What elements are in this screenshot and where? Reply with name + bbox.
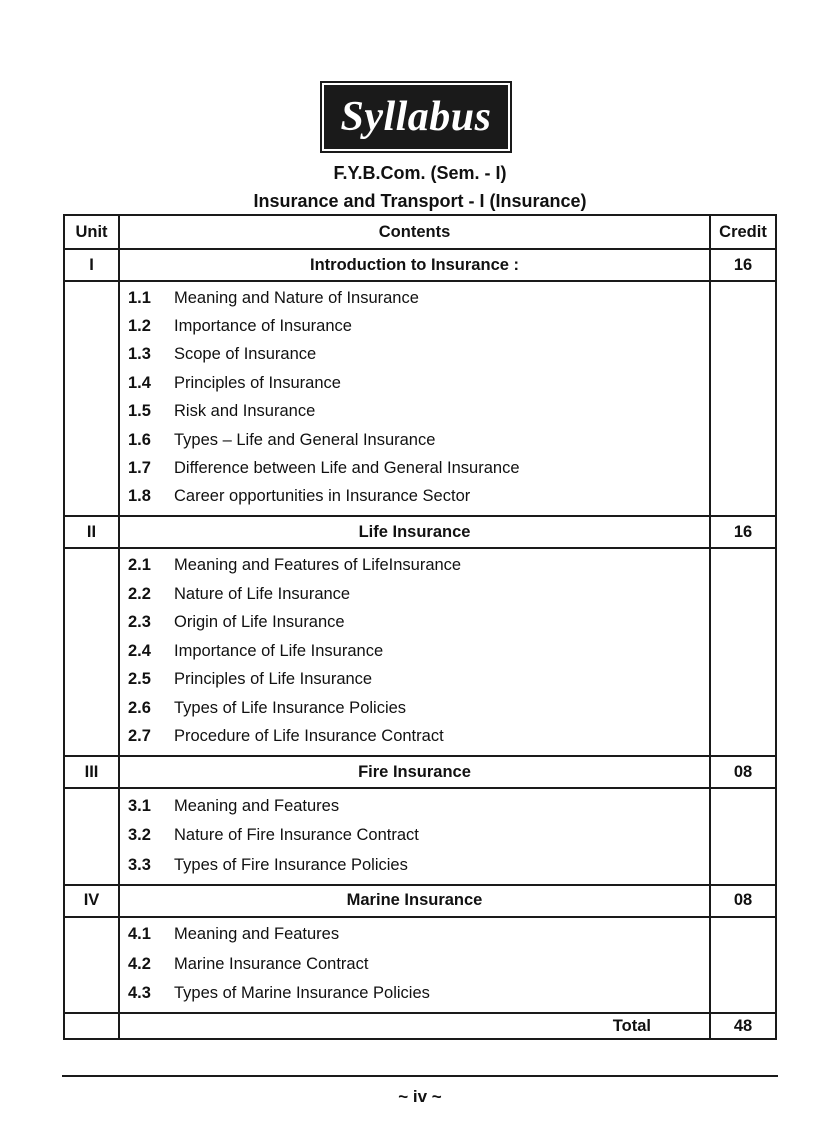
item-text: Meaning and Features: [174, 925, 340, 944]
item-text: Types – Life and General Insurance: [174, 430, 436, 449]
list-item: [120, 398, 709, 426]
item-number: 2.2: [128, 584, 151, 603]
list-item: [120, 850, 709, 880]
item-text: Marine Insurance Contract: [174, 954, 369, 973]
list-item: [120, 920, 709, 950]
item-number: 1.3: [128, 345, 151, 364]
list-item: [120, 426, 709, 454]
syllabus-table: [63, 214, 777, 1040]
unit-credit: 16: [710, 249, 776, 281]
list-item: [120, 551, 709, 580]
item-number: 1.2: [128, 317, 151, 336]
unit-credit: 08: [710, 885, 776, 917]
list-item: [120, 608, 709, 637]
unit-number: IV: [64, 885, 119, 917]
footer-divider: [62, 1075, 778, 1077]
item-number: 1.4: [128, 373, 151, 392]
unit-number: III: [64, 756, 119, 788]
total-value: 48: [710, 1013, 776, 1039]
item-number: 2.5: [128, 670, 151, 689]
list-item: [120, 821, 709, 851]
unit-row: [64, 756, 776, 788]
total-row: [64, 1013, 776, 1039]
unit-items-row: [64, 788, 776, 885]
item-number: 1.7: [128, 459, 151, 478]
total-label: Total: [119, 1013, 710, 1039]
unit-row: [64, 249, 776, 281]
unit-title: Fire Insurance: [119, 756, 710, 788]
item-text: Difference between Life and General Insurance: [174, 459, 520, 478]
item-text: Risk and Insurance: [174, 402, 316, 421]
list-item: [120, 694, 709, 723]
list-item: [120, 791, 709, 821]
item-text: Importance of Life Insurance: [174, 641, 384, 660]
table-header-row: [64, 215, 776, 249]
item-number: 4.2: [128, 954, 151, 973]
list-item: [120, 369, 709, 397]
item-number: 2.4: [128, 641, 151, 660]
list-item: [120, 284, 709, 312]
unit-number: II: [64, 516, 119, 548]
list-item: [120, 580, 709, 609]
list-item: [120, 483, 709, 511]
item-number: 1.5: [128, 402, 151, 421]
item-number: 4.1: [128, 925, 151, 944]
unit-row: [64, 885, 776, 917]
unit-items-row: [64, 548, 776, 756]
item-text: Nature of Fire Insurance Contract: [174, 826, 419, 845]
item-text: Nature of Life Insurance: [174, 584, 351, 603]
item-number: 3.3: [128, 855, 151, 874]
page-title: Syllabus: [340, 94, 492, 140]
item-text: Scope of Insurance: [174, 345, 317, 364]
list-item: [120, 723, 709, 752]
list-item: [120, 454, 709, 482]
header-unit: Unit: [64, 215, 119, 249]
list-item: [120, 666, 709, 695]
item-text: Procedure of Life Insurance Contract: [174, 727, 444, 746]
item-number: 4.3: [128, 984, 151, 1003]
item-number: 1.1: [128, 288, 151, 307]
unit-title: Life Insurance: [119, 516, 710, 548]
item-text: Meaning and Nature of Insurance: [174, 288, 419, 307]
unit-title: Marine Insurance: [119, 885, 710, 917]
unit-title: Introduction to Insurance :: [119, 249, 710, 281]
item-text: Types of Fire Insurance Policies: [174, 855, 408, 874]
item-text: Principles of Insurance: [174, 373, 341, 392]
list-item: [120, 341, 709, 369]
unit-items-row: [64, 917, 776, 1014]
item-number: 2.6: [128, 698, 151, 717]
header-credit: Credit: [710, 215, 776, 249]
item-number: 2.7: [128, 727, 151, 746]
page-number: ~ iv ~: [398, 1087, 442, 1106]
item-text: Origin of Life Insurance: [174, 613, 345, 632]
item-text: Career opportunities in Insurance Sector: [174, 487, 471, 506]
course-name: F.Y.B.Com. (Sem. - I): [333, 163, 507, 183]
list-item: [120, 979, 709, 1009]
item-number: 1.6: [128, 430, 151, 449]
unit-row: [64, 516, 776, 548]
item-text: Importance of Insurance: [174, 317, 352, 336]
unit-credit: 16: [710, 516, 776, 548]
item-number: 1.8: [128, 487, 151, 506]
item-number: 3.1: [128, 796, 151, 815]
unit-credit: 08: [710, 756, 776, 788]
item-number: 2.1: [128, 555, 151, 574]
item-text: Meaning and Features of LifeInsurance: [174, 555, 462, 574]
subject-name: Insurance and Transport - I (Insurance): [253, 191, 587, 211]
list-item: [120, 949, 709, 979]
item-text: Meaning and Features: [174, 796, 340, 815]
item-number: 3.2: [128, 826, 151, 845]
unit-number: I: [64, 249, 119, 281]
unit-items-row: [64, 281, 776, 516]
item-number: 2.3: [128, 613, 151, 632]
item-text: Types of Life Insurance Policies: [174, 698, 407, 717]
header-contents: Contents: [119, 215, 710, 249]
list-item: [120, 637, 709, 666]
syllabus-title-box: [324, 85, 508, 149]
list-item: [120, 312, 709, 340]
item-text: Principles of Life Insurance: [174, 670, 373, 689]
item-text: Types of Marine Insurance Policies: [174, 984, 430, 1003]
